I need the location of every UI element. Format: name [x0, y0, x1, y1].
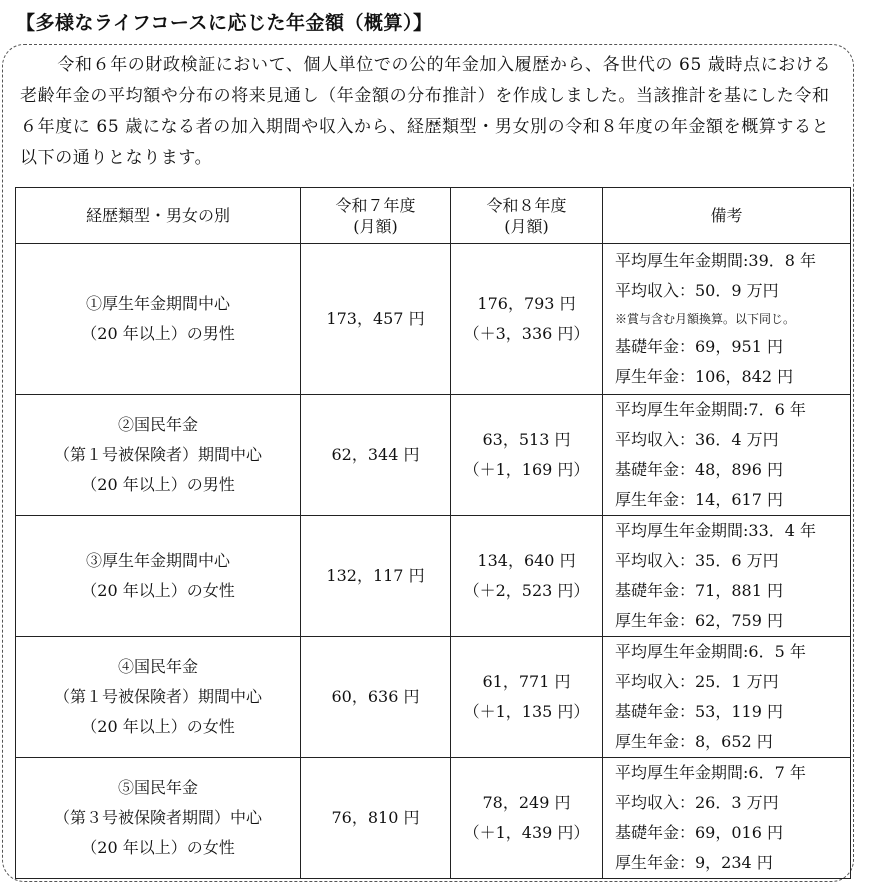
career-type-cell — [16, 516, 301, 637]
note-line: 厚生年金：62，759 円 — [615, 611, 783, 630]
header-r8-line1: 令和８年度 — [486, 195, 567, 215]
career-type-line: （第３号被保険者期間）中心 — [53, 808, 262, 827]
note-line: 平均収入：26．3 万円 — [615, 793, 779, 812]
career-type-line: ①厚生年金期間中心 — [85, 294, 230, 313]
r8-change: （＋1，135 円） — [463, 702, 590, 721]
table-row — [16, 758, 851, 879]
pension-table — [15, 187, 851, 879]
note-line: 厚生年金：106，842 円 — [615, 367, 794, 386]
r8-amount: 78，249 円 — [482, 793, 571, 812]
note-line: 平均収入：25．1 万円 — [615, 672, 779, 691]
note-line: 基礎年金：69，016 円 — [615, 823, 783, 842]
intro-text-block — [20, 50, 840, 174]
note-line: 平均厚生年金期間:6．5 年 — [615, 642, 806, 661]
career-type-line: （20 年以上）の女性 — [81, 717, 235, 736]
header-r7-line1: 令和７年度 — [335, 195, 416, 215]
note-line: 平均厚生年金期間:39．8 年 — [615, 251, 817, 270]
table-row — [16, 516, 851, 637]
intro-paragraph: 令和６年の財政検証において、個人単位での公的年金加入履歴から、各世代の 65 歳時点における老齢年金の平均額や分布の将来見通し（年金額の分布推計）を作成しました。当該推計を基にした令和６年度に 65 歳になる者の加入期間や収入から、経歴類型・男女別の令和８年度の年金額を概算すると以下の通りとなります。 — [20, 55, 832, 168]
note-line: 基礎年金：71，881 円 — [615, 581, 783, 600]
remarks-cell — [603, 395, 851, 516]
career-type-line: （20 年以上）の男性 — [81, 475, 235, 494]
note-line: 平均収入：50．9 万円 — [615, 281, 779, 300]
career-type-line: ④国民年金 — [117, 657, 198, 676]
header-remarks: 備考 — [603, 188, 851, 244]
table-row — [16, 244, 851, 395]
r8-amount-cell — [451, 516, 603, 637]
header-r8 — [451, 188, 603, 244]
career-type-cell — [16, 637, 301, 758]
career-type-line: ⑤国民年金 — [117, 778, 198, 797]
page-title: 【多様なライフコースに応じた年金額（概算）】 — [16, 12, 433, 34]
note-line: 基礎年金：53，119 円 — [615, 702, 783, 721]
career-type-line: （第１号被保険者）期間中心 — [53, 445, 262, 464]
r8-amount-cell — [451, 637, 603, 758]
note-line: 平均厚生年金期間:6．7 年 — [615, 763, 806, 782]
r7-amount-cell: 173，457 円 — [301, 244, 451, 395]
r8-change: （＋1，439 円） — [463, 823, 590, 842]
r7-amount-cell: 132，117 円 — [301, 516, 451, 637]
r7-amount-cell: 62，344 円 — [301, 395, 451, 516]
r8-amount: 134，640 円 — [477, 551, 576, 570]
remarks-cell — [603, 637, 851, 758]
career-type-line: （20 年以上）の女性 — [81, 581, 235, 600]
r7-amount-cell: 60，636 円 — [301, 637, 451, 758]
career-type-line: ②国民年金 — [117, 415, 198, 434]
career-type-cell — [16, 244, 301, 395]
note-line: 厚生年金：8，652 円 — [615, 732, 773, 751]
note-line: 平均収入：35．6 万円 — [615, 551, 779, 570]
career-type-line: （20 年以上）の男性 — [81, 324, 235, 343]
note-line: 厚生年金：14，617 円 — [615, 490, 783, 509]
note-line: 平均収入：36．4 万円 — [615, 430, 779, 449]
note-line: 基礎年金：48，896 円 — [615, 460, 783, 479]
header-r7-line2: (月額) — [353, 216, 398, 236]
r8-amount-cell — [451, 758, 603, 879]
note-footnote: ※賞与含む月額換算。以下同じ。 — [615, 312, 796, 326]
note-line: 平均厚生年金期間:33．4 年 — [615, 521, 817, 540]
remarks-cell — [603, 516, 851, 637]
career-type-line: （20 年以上）の女性 — [81, 838, 235, 857]
r8-change: （＋3，336 円） — [463, 324, 590, 343]
r8-amount-cell — [451, 244, 603, 395]
r8-amount: 61，771 円 — [482, 672, 571, 691]
career-type-cell — [16, 758, 301, 879]
header-career-type: 経歴類型・男女の別 — [16, 188, 301, 244]
career-type-line: ③厚生年金期間中心 — [85, 551, 230, 570]
header-r7 — [301, 188, 451, 244]
r8-change: （＋2，523 円） — [463, 581, 590, 600]
r8-amount: 176，793 円 — [477, 294, 576, 313]
table-row — [16, 637, 851, 758]
r8-amount-cell — [451, 395, 603, 516]
table-header-row — [16, 188, 851, 244]
remarks-cell — [603, 244, 851, 395]
note-line: 平均厚生年金期間:7．6 年 — [615, 400, 806, 419]
r8-amount: 63，513 円 — [482, 430, 571, 449]
career-type-line: （第１号被保険者）期間中心 — [53, 687, 262, 706]
header-r8-line2: (月額) — [504, 216, 549, 236]
r8-change: （＋1，169 円） — [463, 460, 590, 479]
table-row — [16, 395, 851, 516]
remarks-cell — [603, 758, 851, 879]
note-line: 基礎年金：69，951 円 — [615, 337, 783, 356]
r7-amount-cell: 76，810 円 — [301, 758, 451, 879]
career-type-cell — [16, 395, 301, 516]
note-line: 厚生年金：9，234 円 — [615, 853, 773, 872]
